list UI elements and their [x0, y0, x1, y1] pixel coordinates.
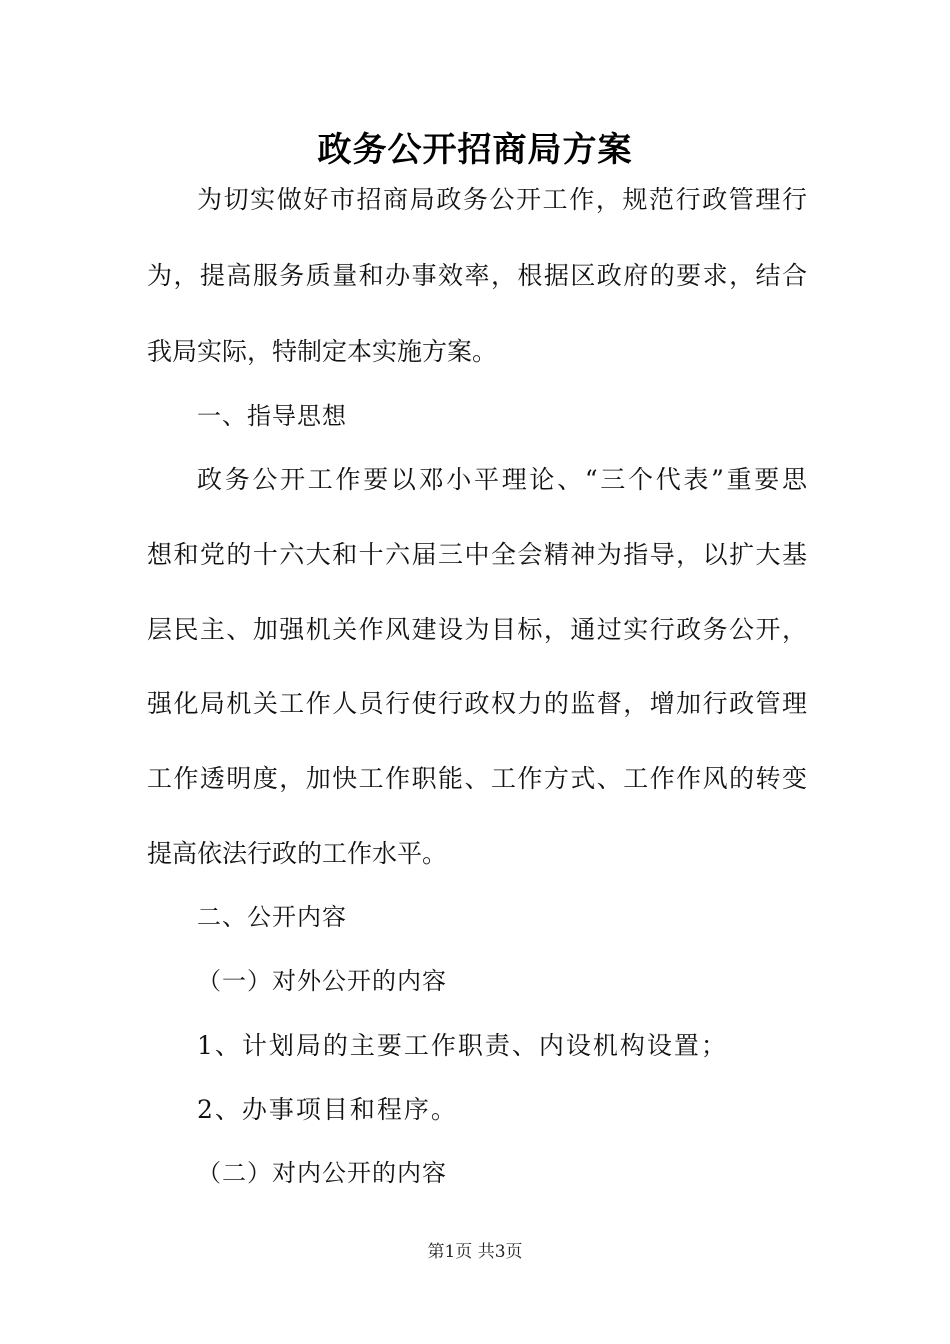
intro-line-2: 为，提高服务质量和办事效率，根据区政府的要求，结合 — [147, 261, 807, 290]
section1-line-4: 强化局机关工作人员行使行政权力的监督，增加行政管理 — [147, 689, 807, 718]
section1-line-3: 层民主、加强机关作风建设为目标，通过实行政务公开， — [147, 615, 807, 644]
intro-line-3: 我局实际，特制定本实施方案。 — [147, 337, 498, 366]
section1-line-2: 想和党的十六大和十六届三中全会精神为指导，以扩大基 — [147, 540, 807, 569]
list-item-1: 1、计划局的主要工作职责、内设机构设置； — [197, 1031, 728, 1060]
section1-line-6: 提高依法行政的工作水平。 — [147, 839, 448, 868]
section-heading-public-content: 二、公开内容 — [197, 903, 347, 931]
section1-line-5: 工作透明度，加快工作职能、工作方式、工作作风的转变 — [147, 764, 807, 793]
subsection-heading-internal: （二）对内公开的内容 — [197, 1159, 447, 1187]
section-heading-guiding-ideology: 一、指导思想 — [197, 402, 347, 430]
section1-line-1: 政务公开工作要以邓小平理论、“三个代表”重要思 — [197, 465, 807, 494]
page-footer: 第1页 共3页 — [427, 1242, 523, 1262]
intro-line-1: 为切实做好市招商局政务公开工作，规范行政管理行 — [197, 185, 807, 214]
list-item-2: 2、办事项目和程序。 — [197, 1095, 458, 1124]
subsection-heading-external: （一）对外公开的内容 — [197, 967, 447, 995]
document-title: 政务公开招商局方案 — [317, 130, 633, 170]
